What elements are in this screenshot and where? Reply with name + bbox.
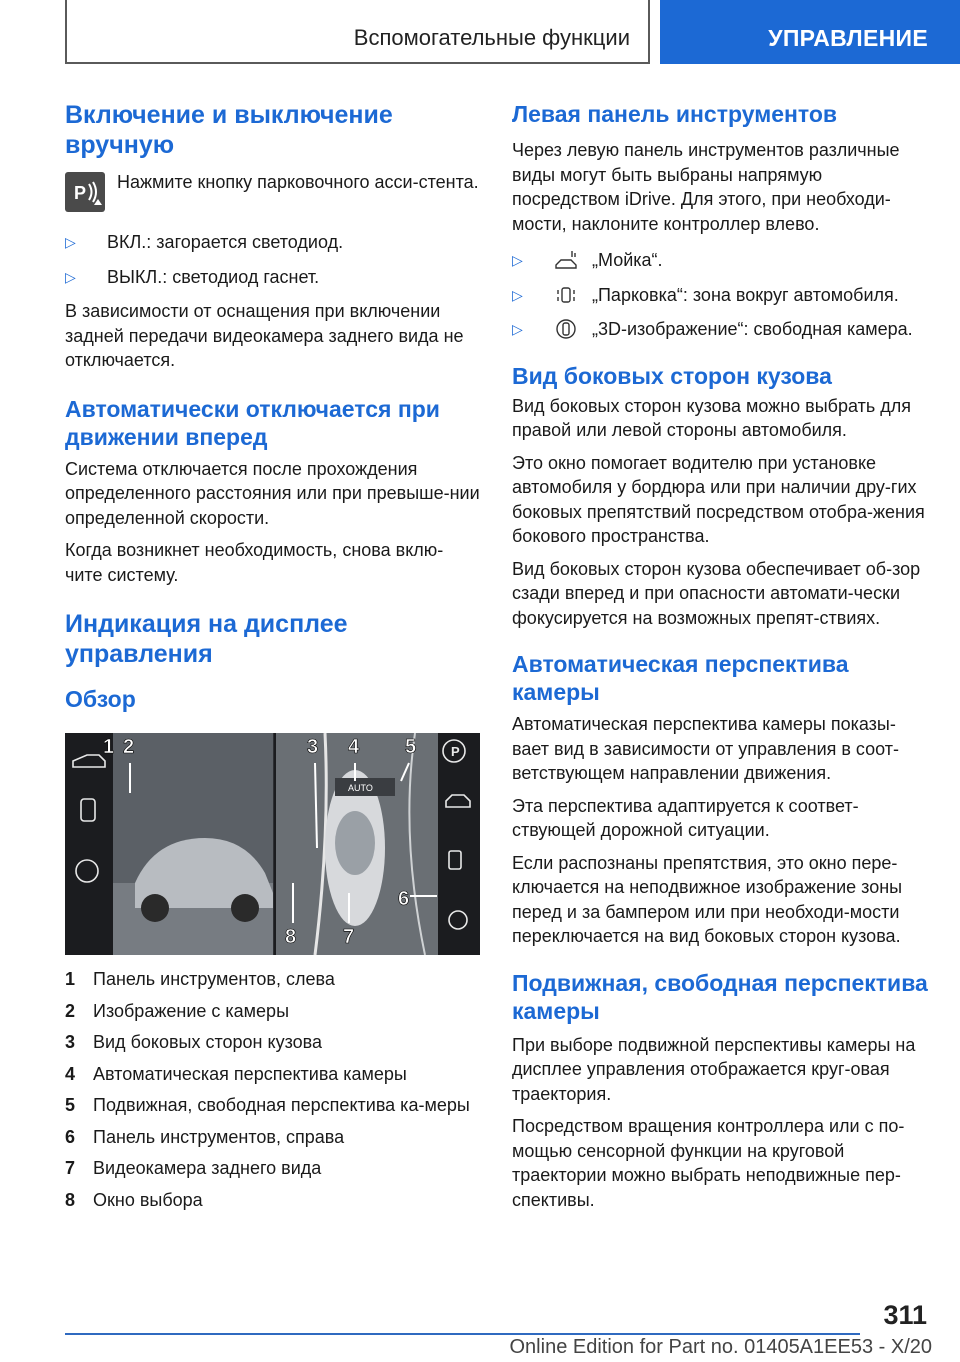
legend-text: Изображение с камеры [93, 1000, 290, 1021]
page-number: 311 [883, 1300, 927, 1330]
legend-number: 5 [65, 1095, 76, 1115]
3d-view-icon [554, 318, 578, 340]
bullet-wash [512, 248, 928, 273]
legend-item [65, 967, 480, 992]
left-column [65, 100, 480, 1212]
figure-label-2: 2 [123, 736, 135, 758]
legend-number: 1 [65, 969, 76, 989]
paragraph-free-2: Посредством вращения контроллера или с по-мощью сенсорной функции на круговой траектории можно выбрать неподвижные пер-спективы. [512, 1116, 905, 1210]
paragraph-depends: В зависимости от оснащения при включении задней передачи видеокамера заднего вида не отключается. [65, 301, 464, 370]
footer-divider [65, 1333, 860, 1335]
heading-left-panel: Левая панель инструментов [512, 101, 838, 127]
legend-text: Панель инструментов, слева [93, 969, 335, 989]
legend-text: Видеокамера заднего вида [93, 1158, 322, 1178]
bullet-off-text: ВЫКЛ.: светодиод гаснет. [107, 266, 320, 287]
bullet-off [65, 265, 480, 290]
legend-text: Автоматическая перспектива камеры [93, 1063, 407, 1084]
chapter-title: УПРАВЛЕНИЕ [768, 25, 928, 51]
triangle-bullet-icon: ▷ [512, 286, 523, 303]
legend-text: Подвижная, свободная перспектива ка-меры [93, 1095, 470, 1115]
paragraph-free-1: При выборе подвижной перспективы камеры на дисплее управления отображается круг-овая траектория. [512, 1034, 916, 1104]
svg-text:P: P [74, 183, 87, 203]
bullet-on-text: ВКЛ.: загорается светодиод. [107, 232, 344, 252]
car-wash-icon [554, 249, 578, 271]
bullet-3d-text: „3D-изображение“: свободная камера. [592, 319, 913, 339]
legend-item [65, 999, 480, 1024]
bullet-parking-text: „Парковка“: зона вокруг автомобиля. [592, 284, 899, 305]
header-section-box [65, 0, 650, 64]
bullet-wash-text: „Мойка“. [592, 250, 663, 270]
figure-label-3: 3 [307, 736, 319, 758]
svg-text:P: P [451, 744, 460, 759]
heading-manual-toggle: Включение и выключение вручную [65, 101, 393, 159]
heading-overview: Обзор [65, 686, 136, 712]
press-button-instruction [65, 170, 480, 212]
figure-label-1: 1 [103, 736, 115, 758]
legend-item [65, 1125, 480, 1150]
heading-side-view: Вид боковых сторон кузова [512, 362, 832, 389]
figure-legend [65, 967, 480, 1212]
legend-text: Окно выбора [93, 1189, 203, 1210]
paragraph-side-2: Это окно помогает водителю при установке автомобиля у бордюра или при наличии дру-гих боковых препятствий посредством отобра-жения бокового пространства. [512, 452, 925, 546]
chapter-tab [660, 0, 960, 64]
parking-assistant-button-icon [65, 172, 105, 212]
legend-text: Вид боковых сторон кузова [93, 1032, 322, 1052]
footer-edition: Online Edition for Part no. 01405A1EE53 - X/20 [509, 1336, 932, 1358]
legend-number: 7 [65, 1158, 76, 1178]
section-title: Вспомогательные функции [353, 25, 630, 50]
bullet-3d [512, 317, 928, 342]
figure-label-4: 4 [348, 736, 360, 758]
camera-display-figure [65, 733, 480, 955]
paragraph-auto-2: Эта перспектива адаптируется к соответ-ствующей дорожной ситуации. [512, 795, 859, 840]
legend-number: 2 [65, 1000, 76, 1021]
bullet-parking [512, 283, 928, 308]
paragraph-when-needed: Когда возникнет необходимость, снова вклю-чите систему. [65, 540, 444, 585]
legend-item [65, 1188, 480, 1213]
legend-item [65, 1030, 480, 1055]
figure-label-8: 8 [285, 926, 297, 948]
paragraph-left-panel: Через левую панель инструментов различные виды могут быть выбраны напрямую посредством iDrive. Для этого, при необходи-мости, наклоните контроллер влево. [512, 140, 900, 234]
triangle-bullet-icon: ▷ [512, 252, 523, 268]
legend-item [65, 1062, 480, 1087]
figure-label-6: 6 [398, 888, 410, 910]
legend-item [65, 1093, 480, 1118]
bullet-on [65, 230, 480, 255]
paragraph-auto-off: Система отключается после прохождения определенного расстояния или при превыше-нии определенной скорости. [65, 458, 480, 528]
legend-number: 3 [65, 1032, 76, 1052]
right-column [512, 100, 928, 1212]
triangle-bullet-icon: ▷ [512, 321, 523, 337]
legend-number: 6 [65, 1126, 76, 1147]
camera-display-illustration [65, 733, 480, 955]
heading-auto-off: Автоматически отключается при движении вперед [65, 395, 440, 450]
legend-item [65, 1156, 480, 1181]
legend-number: 4 [65, 1063, 76, 1084]
press-button-text: Нажмите кнопку парковочного асси-стента. [117, 172, 479, 192]
heading-auto-perspective: Автоматическая перспектива камеры [512, 651, 849, 705]
figure-label-5: 5 [405, 736, 417, 758]
legend-text: Панель инструментов, справа [93, 1126, 345, 1147]
heading-free-perspective: Подвижная, свободная перспектива камеры [512, 969, 928, 1024]
figure-auto-label: AUTO [348, 783, 373, 793]
paragraph-side-1: Вид боковых сторон кузова можно выбрать для правой или левой стороны автомобиля. [512, 395, 911, 440]
triangle-bullet-icon: ▷ [65, 268, 76, 285]
heading-display: Индикация на дисплее управления [65, 610, 348, 668]
legend-number: 8 [65, 1189, 76, 1210]
triangle-bullet-icon: ▷ [65, 234, 76, 250]
paragraph-side-3: Вид боковых сторон кузова обеспечивает об-зор сзади вперед и при опасности автомати-чески фокусируется на возможных препят-ствиях. [512, 558, 921, 628]
figure-label-7: 7 [343, 926, 355, 948]
parking-view-icon [554, 284, 578, 306]
paragraph-auto-1: Автоматическая перспектива камеры показы-вает вид в зависимости от управления в соот-ветствующем направлении движения. [512, 714, 899, 783]
paragraph-auto-3: Если распознаны препятствия, это окно пере-ключается на неподвижное изображение зоны перед и за бампером или при необходи-мости переключается на вид боковых сторон кузова. [512, 852, 903, 946]
